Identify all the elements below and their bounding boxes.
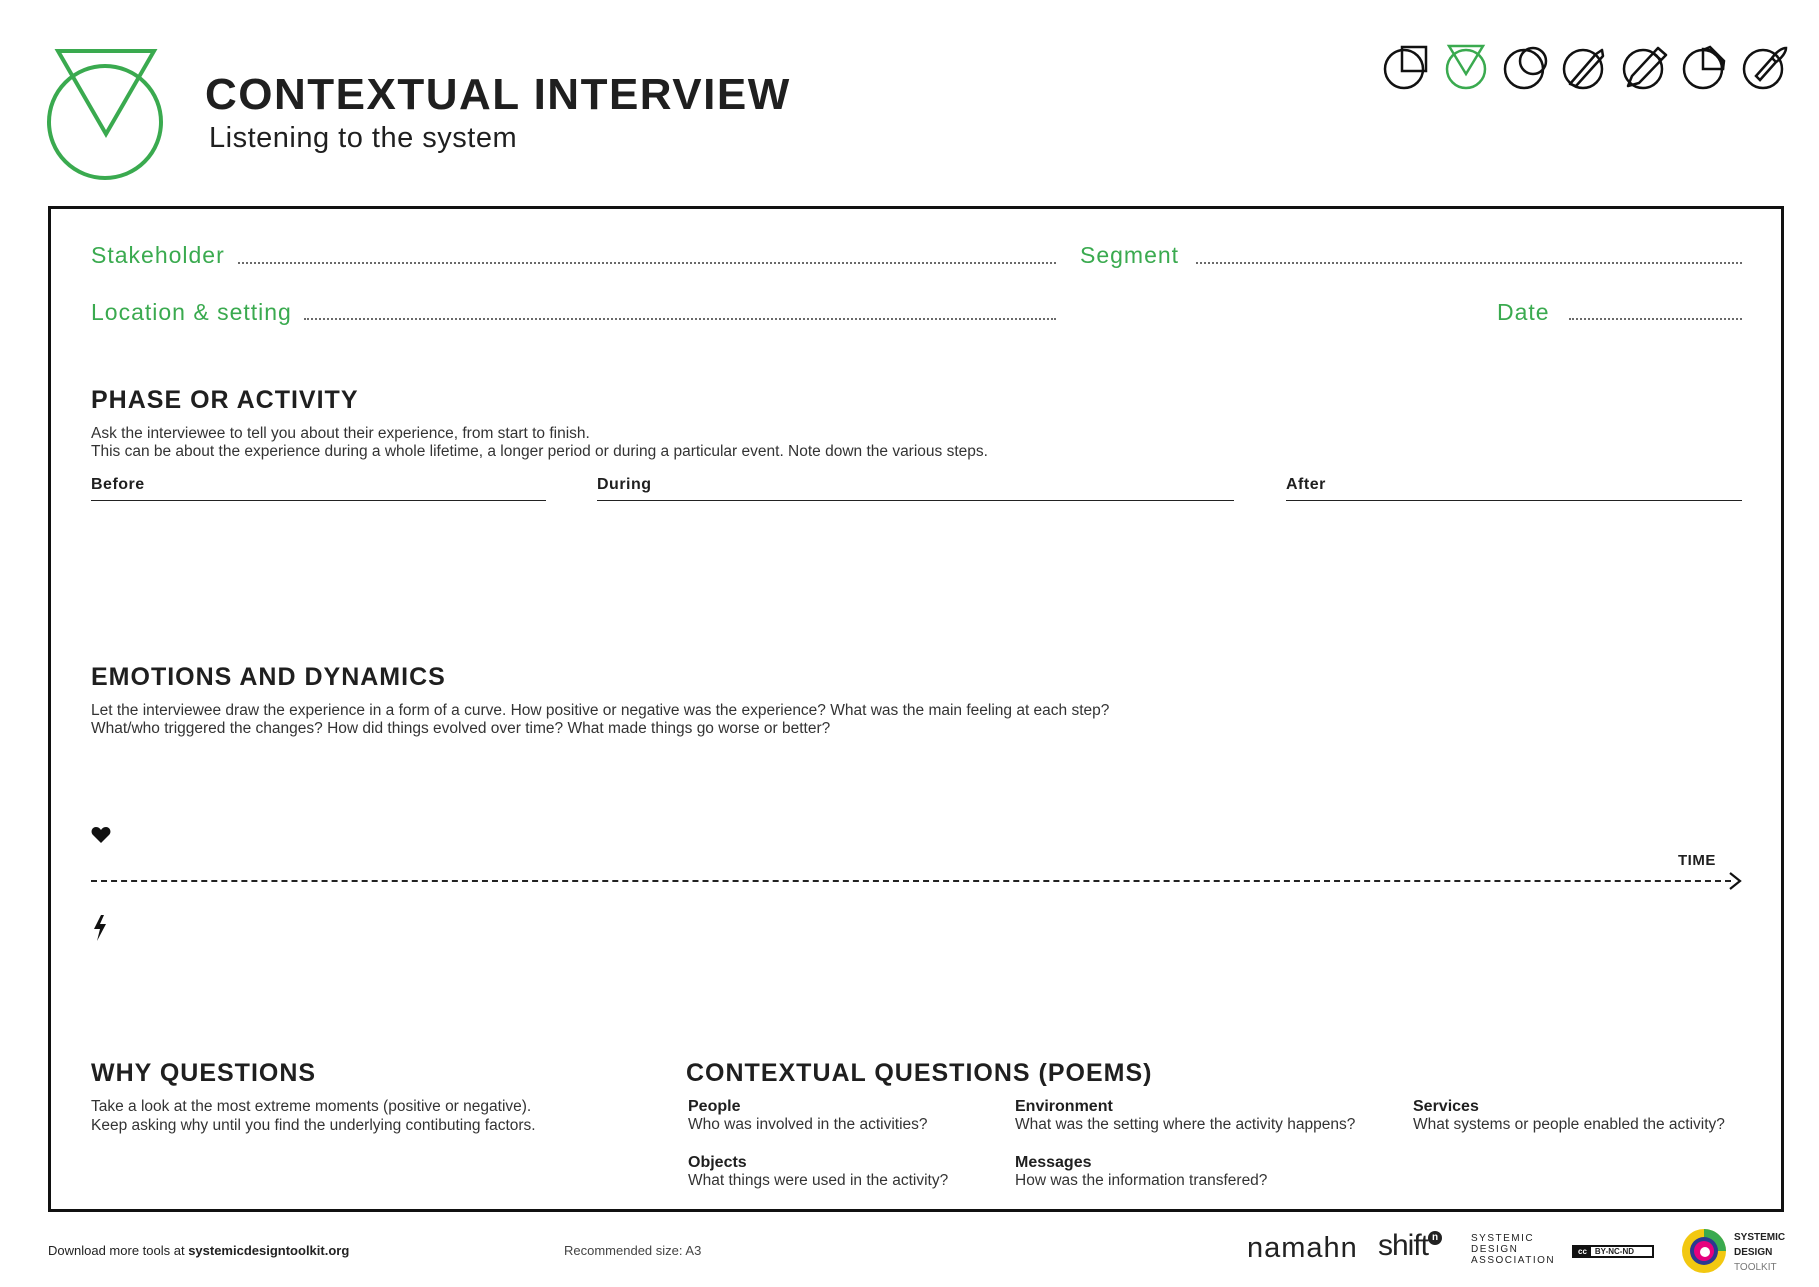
namahn-logo: namahn	[1247, 1232, 1358, 1264]
people-label: People	[688, 1098, 741, 1115]
shift-badge: n	[1428, 1231, 1442, 1245]
contextual-heading: CONTEXTUAL QUESTIONS (POEMS)	[686, 1059, 1153, 1087]
during-label: During	[597, 476, 652, 493]
sda-line-1: SYSTEMIC	[1471, 1233, 1535, 1244]
shift-logo	[1378, 1229, 1428, 1263]
sdt-line-3: TOOLKIT	[1734, 1262, 1777, 1273]
brush-circle-icon[interactable]	[1742, 44, 1788, 90]
objects-label: Objects	[688, 1154, 747, 1171]
phase-heading: PHASE OR ACTIVITY	[91, 386, 359, 414]
emotions-heading: EMOTIONS AND DYNAMICS	[91, 663, 446, 691]
sdt-line-1: SYSTEMIC	[1734, 1232, 1786, 1243]
page-subtitle: Listening to the system	[209, 122, 518, 154]
overlapping-circles-icon[interactable]	[1503, 44, 1549, 90]
download-note	[48, 1243, 349, 1258]
triangle-circle-icon[interactable]	[1443, 44, 1489, 90]
triangle-in-circle-logo-icon	[46, 48, 166, 184]
sdt-logo-icon	[1680, 1227, 1728, 1275]
before-column-line	[91, 500, 546, 501]
location-label: Location & setting	[91, 299, 292, 325]
recommended-size: Recommended size: A3	[564, 1243, 702, 1258]
messages-question: How was the information transfered?	[1015, 1172, 1268, 1189]
messages-label: Messages	[1015, 1154, 1092, 1171]
why-description-line-1: Take a look at the most extreme moments (positive or negative).	[91, 1098, 532, 1115]
license-text: BY-NC-ND	[1594, 1247, 1635, 1256]
download-prefix: Download more tools at	[48, 1243, 189, 1258]
download-link[interactable]: systemicdesigntoolkit.org	[188, 1243, 350, 1258]
stakeholder-field[interactable]	[238, 262, 1056, 264]
heart-icon	[91, 826, 111, 844]
after-column-line	[1286, 500, 1742, 501]
stakeholder-label: Stakeholder	[91, 242, 225, 268]
lightning-icon	[92, 915, 108, 941]
why-heading: WHY QUESTIONS	[91, 1059, 317, 1087]
segment-label: Segment	[1080, 242, 1180, 268]
sda-line-2: DESIGN	[1471, 1244, 1519, 1255]
sdt-logo-text	[1734, 1230, 1785, 1275]
phase-description-line-1: Ask the interviewee to tell you about their experience, from start to finish.	[91, 425, 590, 442]
date-label: Date	[1497, 299, 1550, 325]
after-label: After	[1286, 476, 1326, 493]
pie-circle-icon[interactable]	[1682, 44, 1728, 90]
sda-line-3: ASSOCIATION	[1471, 1255, 1556, 1266]
segment-field[interactable]	[1196, 262, 1742, 264]
cc-license-badge	[1572, 1245, 1654, 1258]
environment-label: Environment	[1015, 1098, 1113, 1115]
sda-logo	[1471, 1233, 1555, 1266]
timeline-axis	[91, 880, 1731, 882]
emotions-description-line-1: Let the interviewee draw the experience in a form of a curve. How positive or negative was the experience? What was the main feeling at each step?	[91, 702, 1110, 719]
objects-question: What things were used in the activity?	[688, 1172, 949, 1189]
sdt-line-2: DESIGN	[1734, 1247, 1773, 1258]
services-question: What systems or people enabled the activity?	[1413, 1116, 1725, 1133]
pencil-circle-icon[interactable]	[1622, 44, 1668, 90]
square-circle-icon[interactable]	[1383, 44, 1429, 90]
time-label: TIME	[1678, 852, 1716, 869]
services-label: Services	[1413, 1098, 1479, 1115]
emotions-description-line-2: What/who triggered the changes? How did things evolved over time? What made things go worse or better?	[91, 720, 831, 737]
people-question: Who was involved in the activities?	[688, 1116, 928, 1133]
shift-logo-text: shift	[1378, 1229, 1429, 1262]
location-field[interactable]	[304, 318, 1056, 320]
why-description-line-2: Keep asking why until you find the underlying contibuting factors.	[91, 1117, 536, 1134]
page-title: CONTEXTUAL INTERVIEW	[205, 70, 791, 119]
timeline-arrow-icon	[1727, 871, 1743, 891]
environment-question: What was the setting where the activity happens?	[1015, 1116, 1356, 1133]
cc-icon: cc	[1574, 1247, 1591, 1256]
phase-description-line-2: This can be about the experience during a whole lifetime, a longer period or during a particular event. Note down the various steps.	[91, 443, 988, 460]
pen-circle-icon[interactable]	[1562, 44, 1608, 90]
during-column-line	[597, 500, 1234, 501]
before-label: Before	[91, 476, 145, 493]
date-field[interactable]	[1569, 318, 1742, 320]
